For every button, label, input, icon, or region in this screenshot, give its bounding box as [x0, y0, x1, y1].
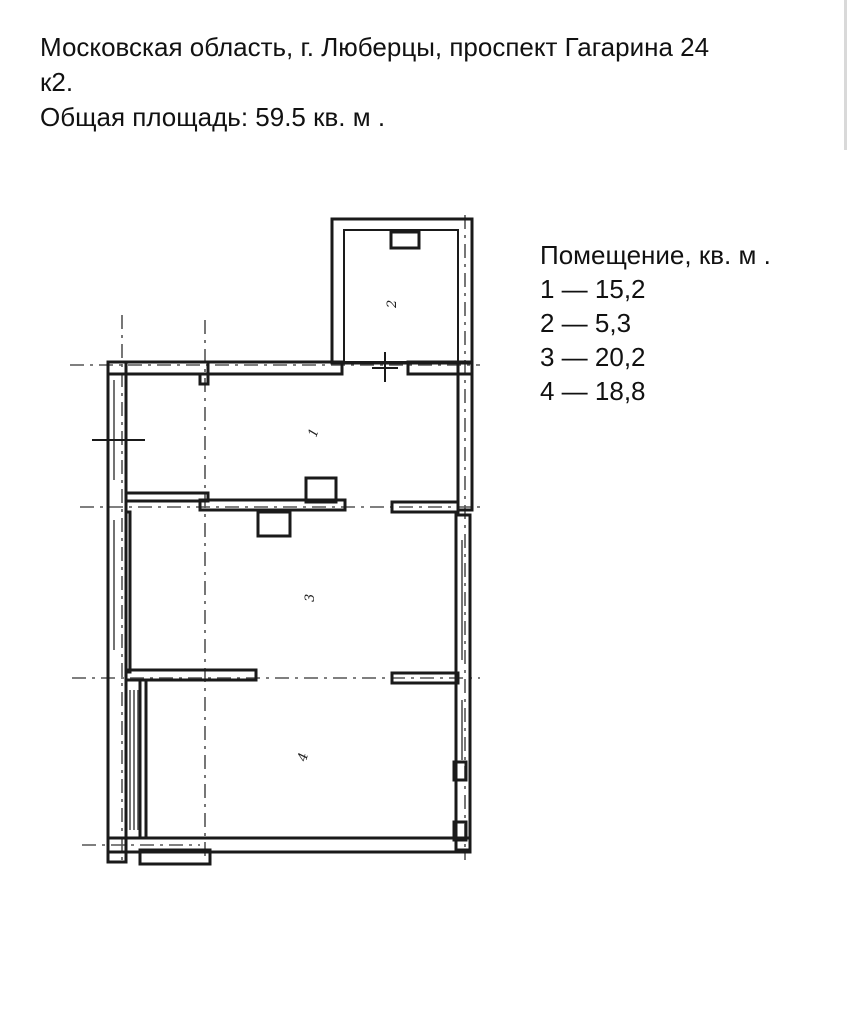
ventilation-shafts: [258, 232, 466, 840]
room-number-3: 3: [303, 593, 318, 602]
address-line-continued: к2.: [40, 67, 74, 97]
legend-room-3: 3 — 20,2: [540, 342, 646, 372]
address-line: Московская область, г. Люберцы, проспект Гагарина 24: [40, 32, 710, 62]
window-frame: [114, 380, 462, 830]
legend-room-4: 4 — 18,8: [540, 376, 646, 406]
room-number-2: 2: [385, 299, 400, 308]
room-number-4: 4: [295, 751, 313, 764]
legend-room-1: 1 — 15,2: [540, 274, 646, 304]
room-number-1: 1: [305, 426, 323, 440]
interior-walls: [126, 374, 458, 838]
legend-room-2: 2 — 5,3: [540, 308, 632, 338]
exterior-walls: [108, 219, 472, 864]
total-area: Общая площадь: 59.5 кв. м .: [40, 102, 386, 132]
legend-title: Помещение, кв. м .: [540, 240, 771, 270]
